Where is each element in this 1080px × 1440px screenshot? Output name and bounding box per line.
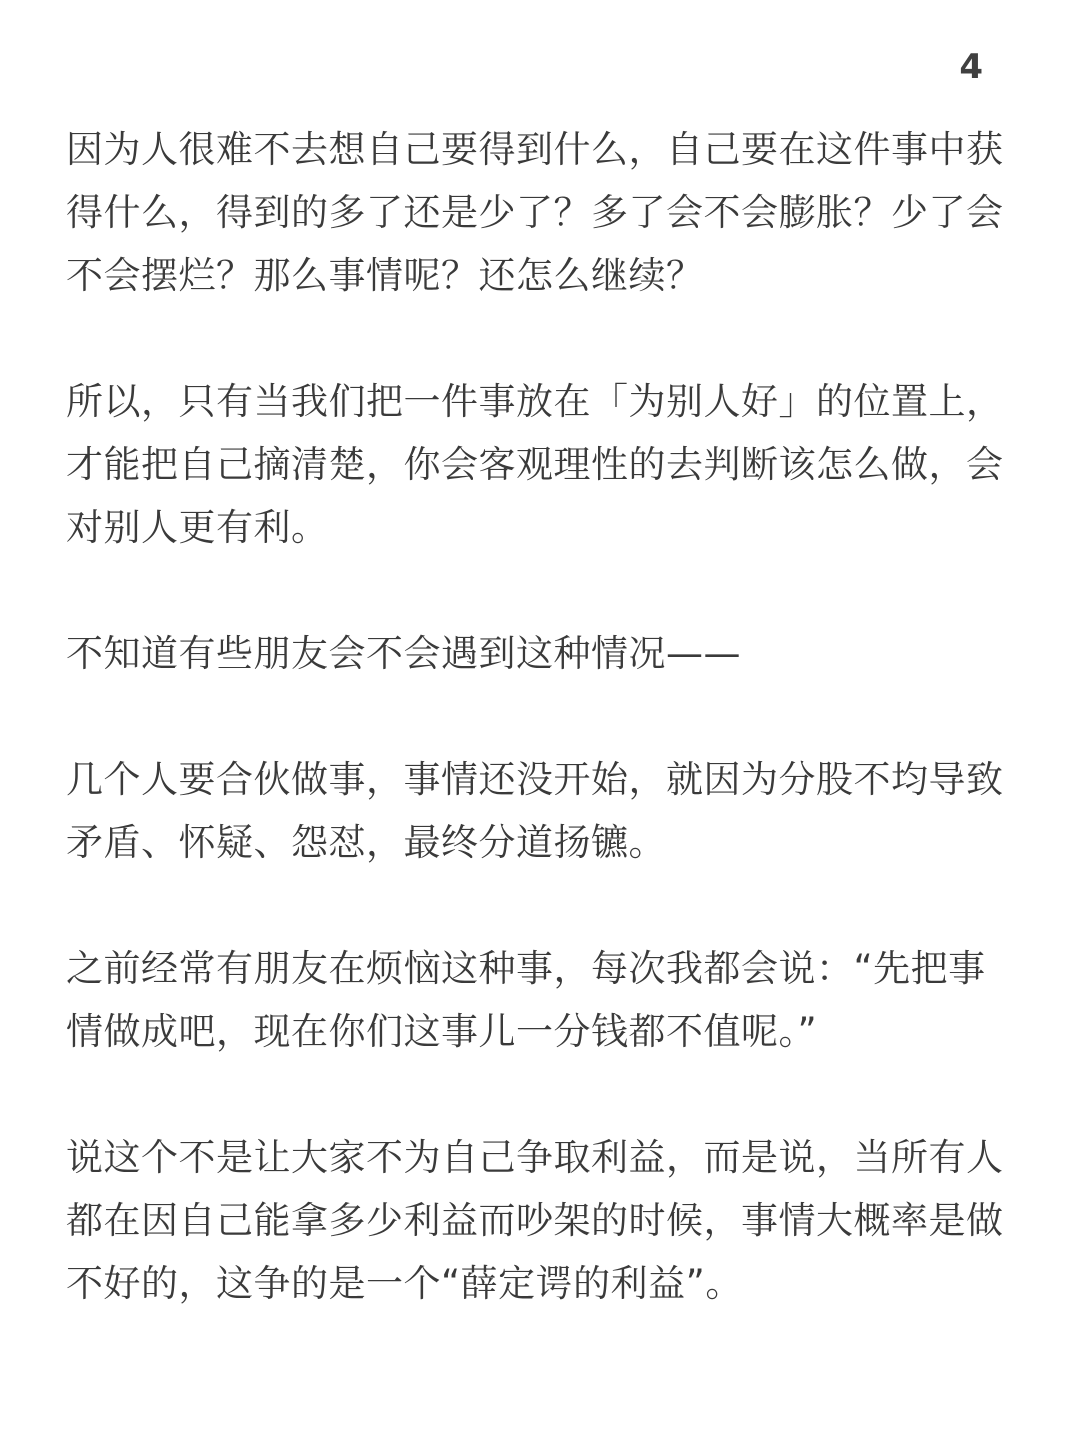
text-line: 几个人要合伙做事，事情还没开始，就因为分股不均导致 [66,758,1004,801]
text-line: 说这个不是让大家不为自己争取利益，而是说，当所有人 [66,1136,1004,1179]
text-line: 不会摆烂？那么事情呢？还怎么继续？ [66,254,704,297]
paragraph-6 [66,1126,1026,1315]
text-line: 情做成吧，现在你们这事儿一分钱都不值呢。” [66,1010,818,1053]
paragraph-1 [66,118,1026,307]
page-number: 4 [959,47,983,87]
text-line: 对别人更有利。 [66,506,329,549]
text-line: 因为人很难不去想自己要得到什么，自己要在这件事中获 [66,128,1004,171]
paragraph-5 [66,937,1026,1063]
text-line: 都在因自己能拿多少利益而吵架的时候，事情大概率是做 [66,1199,1004,1242]
text-line: 得什么，得到的多了还是少了？多了会不会膨胀？少了会 [66,191,1004,234]
text-line: 才能把自己摘清楚，你会客观理性的去判断该怎么做，会 [66,443,1004,486]
text-line: 不好的，这争的是一个“薛定谔的利益”。 [66,1262,743,1305]
article-body [66,118,1026,1378]
text-line: 所以，只有当我们把一件事放在「为别人好」的位置上， [66,380,1004,423]
text-line: 之前经常有朋友在烦恼这种事，每次我都会说：“先把事 [66,947,986,990]
paragraph-3 [66,622,1026,685]
text-line: 矛盾、怀疑、怨怼，最终分道扬镳。 [66,821,666,864]
text-line: 不知道有些朋友会不会遇到这种情况—— [66,632,741,675]
paragraph-2 [66,370,1026,559]
paragraph-4 [66,748,1026,874]
